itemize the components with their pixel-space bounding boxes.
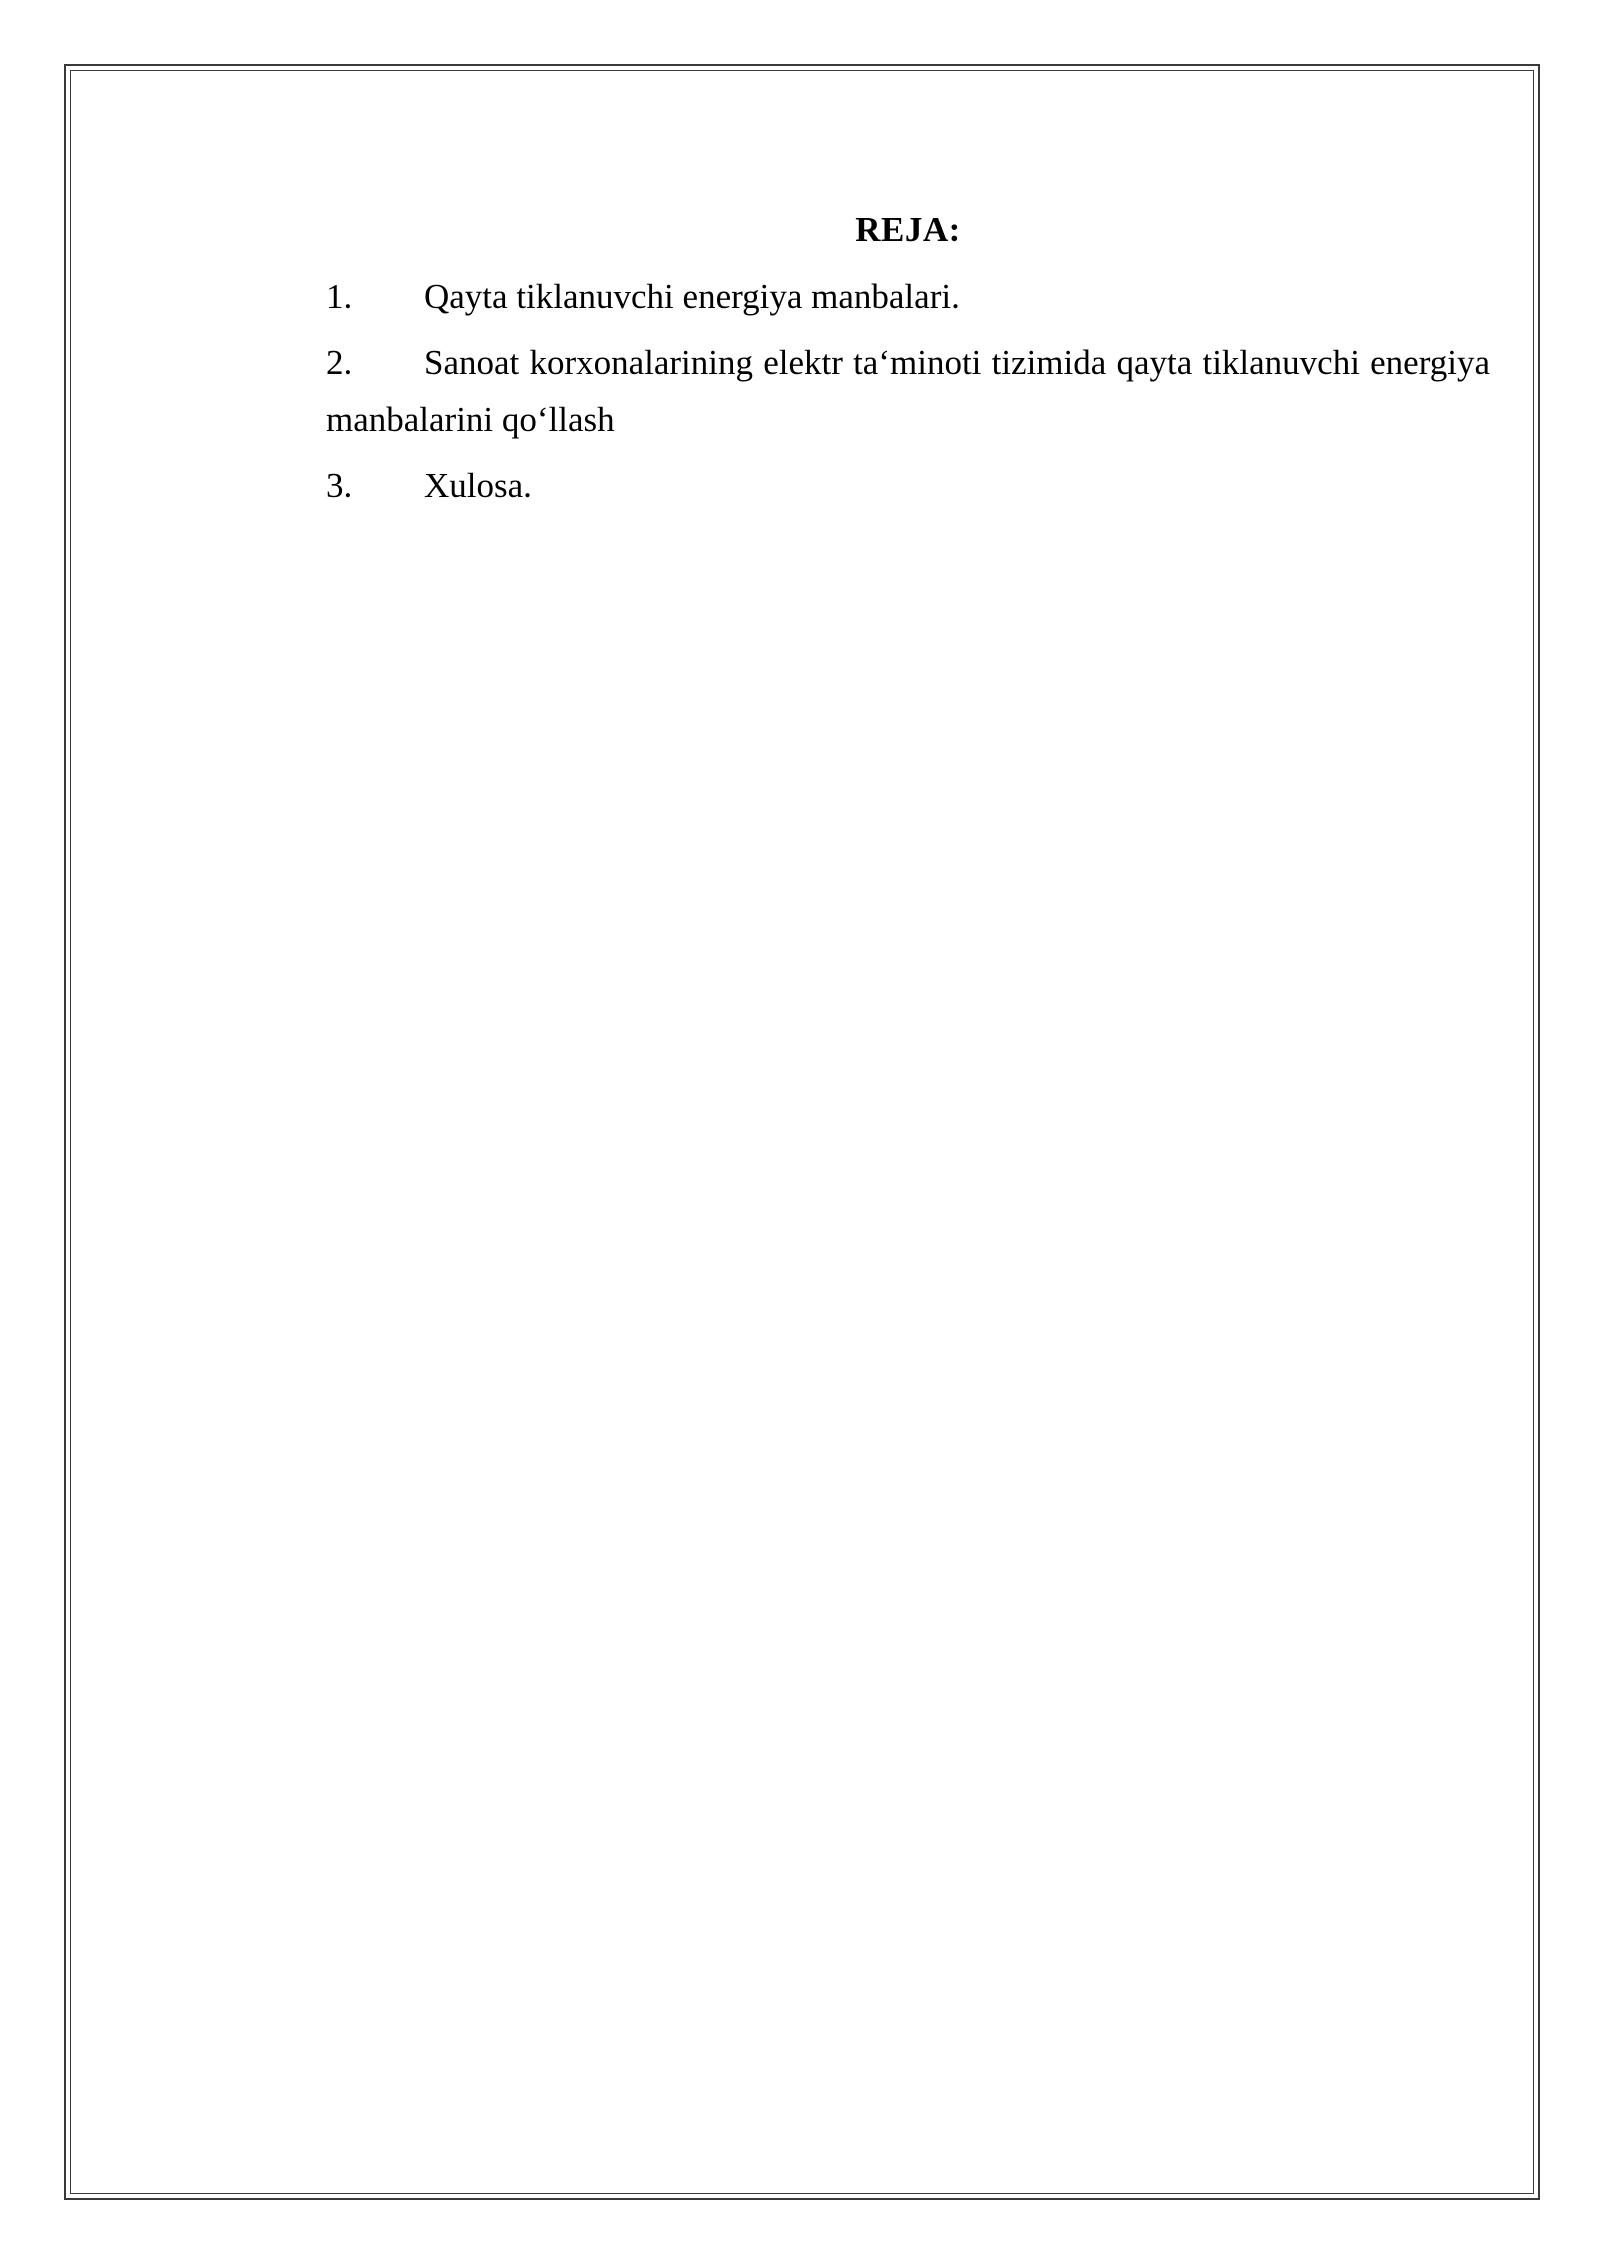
- plan-item-text: Sanoat korxonalarining elektr ta‘minoti tizimida qayta tiklanuvchi energiya manbalarini qo‘llash: [326, 343, 1490, 439]
- plan-item: [326, 457, 1490, 514]
- plan-item-number: 3.: [326, 466, 353, 505]
- plan-item: [326, 268, 1490, 325]
- plan-item-number: 2.: [326, 343, 353, 382]
- plan-item: [326, 334, 1490, 448]
- plan-item-text: Qayta tiklanuvchi energiya manbalari.: [424, 277, 960, 316]
- plan-item-text: Xulosa.: [424, 466, 532, 505]
- plan-item-number: 1.: [326, 277, 353, 316]
- page-title: REJA:: [855, 210, 961, 249]
- page-content: [326, 200, 1490, 523]
